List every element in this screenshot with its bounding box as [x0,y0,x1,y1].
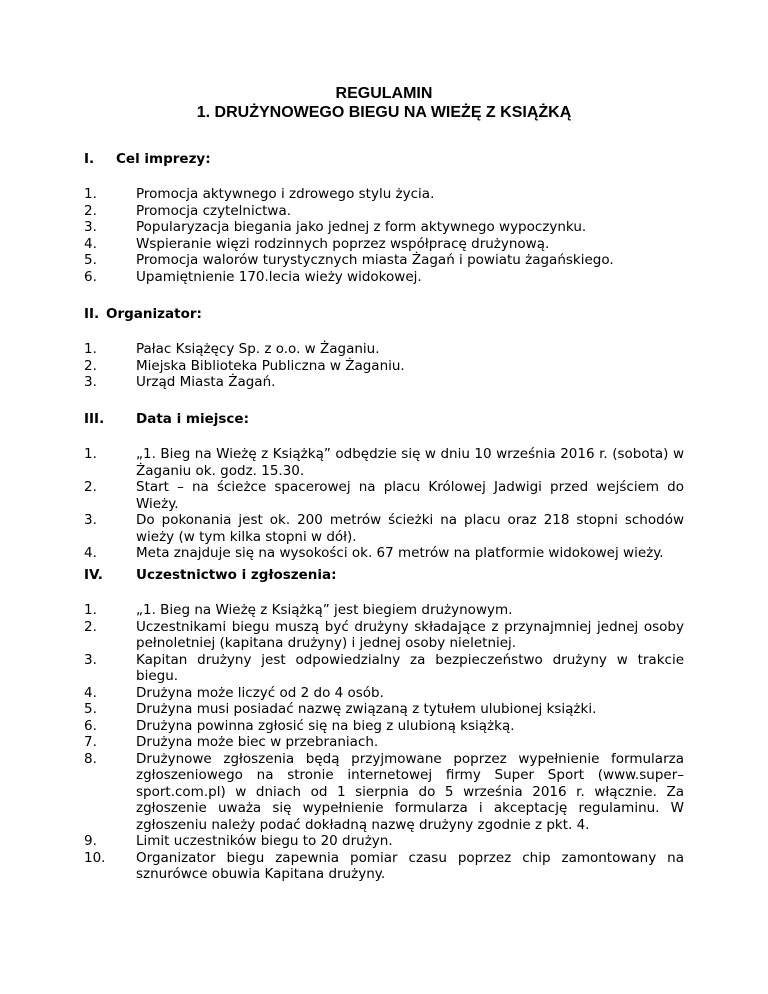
list-item: 4. Drużyna może liczyć od 2 do 4 osób. [84,684,384,701]
section-number: IV. [84,567,103,583]
list-item: 3. Kapitan drużyny jest odpowiedzialny za bezpieczeństwo drużyny w trakcie biegu. [84,651,684,684]
list-item: 4. Wspieranie więzi rodzinnych poprzez współpracę drużynową. [84,235,550,252]
section-title: Uczestnictwo i zgłoszenia: [136,567,337,583]
section-list [84,341,684,391]
list-item: 1. „1. Bieg na Wieżę z Książką” jest biegiem drużynowym. [84,602,513,618]
list-item: 2. Uczestnikami biegu muszą być drużyny składające z przynajmniej jednej osoby pełnoletniej (kapitana drużyny) i jednej osoby nieletniej. [84,618,684,651]
list-item: 3. Do pokonania jest ok. 200 metrów ścieżki na placu oraz 218 stopni schodów wieży (w tym kilka stopni w dół). [84,512,684,545]
section-heading [84,150,684,169]
list-item: 10. Organizator biegu zapewnia pomiar czasu poprzez chip zamontowany na sznurówce obuwia Kapitana drużyny. [84,849,684,882]
list-item: 1. „1. Bieg na Wieżę z Książką” odbędzie się w dniu 10 września 2016 r. (sobota) w Żaganiu ok. godz. 15.30. [84,446,684,479]
list-item: 7. Drużyna może biec w przebraniach. [84,734,379,750]
list-item: 3. Popularyzacja biegania jako jednej z form aktywnego wypoczynku. [84,219,587,235]
section-organizator [84,305,684,391]
section-title: Cel imprezy: [116,151,211,167]
list-item: 4. Meta znajduje się na wysokości ok. 67 metrów na platformie widokowej wieży. [84,545,664,561]
list-item: 1. Promocja aktywnego i zdrowego stylu życia. [84,186,435,202]
document-subtitle: 1. DRUŻYNOWEGO BIEGU NA WIEŻĘ Z KSIĄŻKĄ [196,104,572,121]
section-number: I. [84,151,95,167]
section-heading [84,410,684,429]
section-data-i-miejsce [84,410,684,562]
list-item: 6. Drużyna powinna zgłosić się na bieg z ulubioną książką. [84,717,515,734]
section-number: III. [84,411,105,427]
section-cel-imprezy [84,150,684,285]
list-item: 5. Drużyna musi posiadać nazwę związaną z tytułem ulubionej książki. [84,701,597,717]
section-heading [84,566,684,585]
list-item: 2. Miejska Biblioteka Publiczna w Żaganiu. [84,357,405,374]
section-list [84,602,684,883]
list-item: 6. Upamiętnienie 170.lecia wieży widokowej. [84,268,422,285]
section-title: Organizator: [106,306,202,322]
section-heading [84,305,684,324]
section-uczestnictwo [84,566,684,883]
section-number: II. [84,306,100,322]
list-item: 2. Start – na ścieżce spacerowej na placu Królowej Jadwigi przed wejściem do Wieży. [84,479,684,512]
section-list [84,186,684,285]
list-item: 2. Promocja czytelnictwa. [84,202,292,219]
list-item: 8. Drużynowe zgłoszenia będą przyjmowane poprzez wypełnienie formularza zgłoszeniowego na stronie internetowej firmy Super Sport (www.super–sport.com.pl) w dniach od 1 sierpnia do 5 września 2016 r. włącznie. Za zgłoszenie uważa się wypełnienie formularza i akceptację regulaminu. W zgłoszeniu należy podać dokładną nazwę drużyny zgodnie z pkt. 4. [84,750,684,833]
list-item: 1. Pałac Książęcy Sp. z o.o. w Żaganiu. [84,341,380,357]
list-item: 3. Urząd Miasta Żagań. [84,374,276,390]
section-list [84,446,684,562]
list-item: 5. Promocja walorów turystycznych miasta Żagań i powiatu żagańskiego. [84,252,614,268]
document-title: REGULAMIN [335,85,433,102]
list-item: 9. Limit uczestników biegu to 20 drużyn. [84,833,393,849]
section-title: Data i miejsce: [136,411,249,427]
